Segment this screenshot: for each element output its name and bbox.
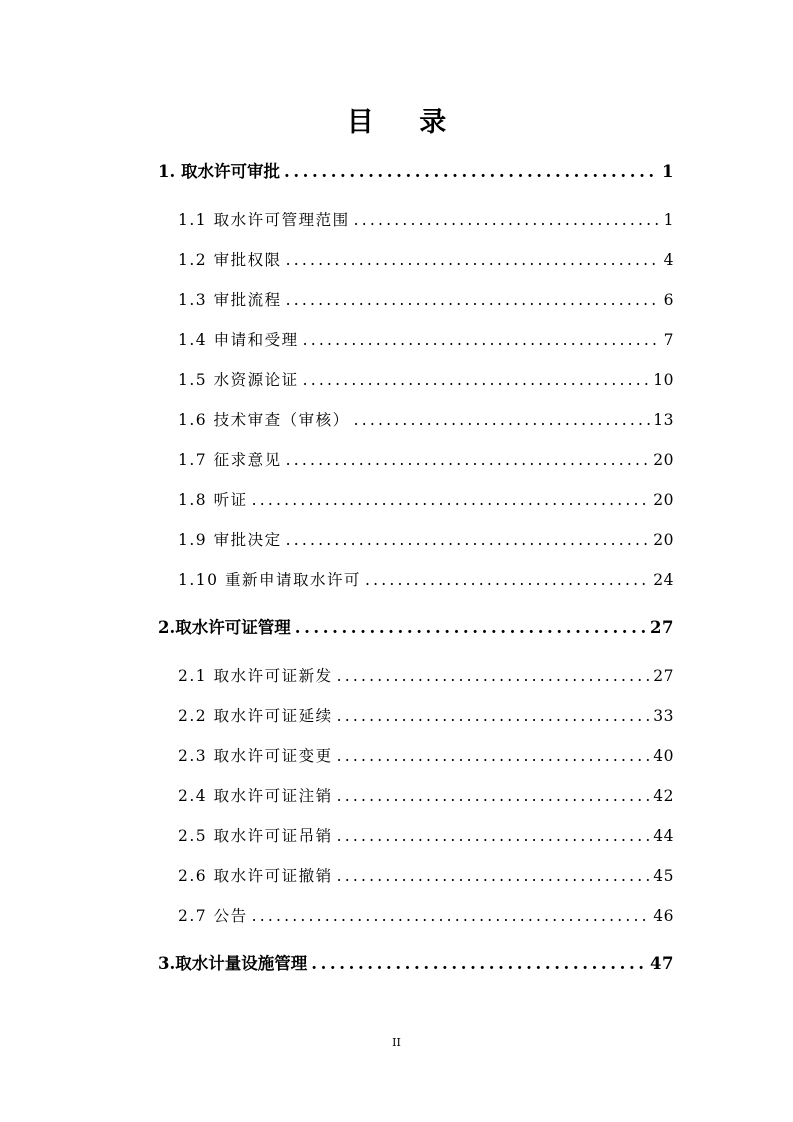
toc-dot-leader <box>252 904 651 928</box>
toc-entry-page: 47 <box>650 954 674 973</box>
toc-entry[interactable] <box>178 448 674 472</box>
toc-entry-page: 20 <box>653 491 674 509</box>
toc-entry-page: 20 <box>653 451 674 469</box>
toc-entry[interactable] <box>178 568 674 592</box>
toc-entry-page: 10 <box>653 371 674 389</box>
toc-entry-page: 1 <box>662 162 674 181</box>
toc-entry-label: 2.7 公告 <box>178 907 248 925</box>
toc-dot-leader <box>286 248 661 272</box>
toc-entry-label: 1.6 技术审查（审核） <box>178 411 350 429</box>
toc-entry-label: 2.2 取水许可证延续 <box>178 707 333 725</box>
toc-entry-page: 13 <box>653 411 674 429</box>
toc-dot-leader <box>354 408 651 432</box>
toc-entry[interactable] <box>178 528 674 552</box>
toc-entry-page: 24 <box>653 571 674 589</box>
toc-entry-label: 1.8 听证 <box>178 491 248 509</box>
toc-dot-leader <box>337 824 651 848</box>
toc-entry-page: 33 <box>653 707 674 725</box>
toc-dot-leader <box>286 448 651 472</box>
toc-dot-leader <box>286 528 651 552</box>
toc-entry[interactable] <box>178 328 674 352</box>
toc-entry-page: 42 <box>653 787 674 805</box>
toc-dot-leader <box>303 328 661 352</box>
toc-entry-label: 2.3 取水许可证变更 <box>178 747 333 765</box>
toc-entry[interactable] <box>158 952 674 976</box>
toc-entry[interactable] <box>178 824 674 848</box>
toc-entry-label: 2.1 取水许可证新发 <box>178 667 333 685</box>
toc-entry-label: 1.2 审批权限 <box>178 251 282 269</box>
toc-entry-page: 44 <box>653 827 674 845</box>
page-number: II <box>392 1036 401 1049</box>
page-title: 目 录 <box>346 107 465 138</box>
toc-entry[interactable] <box>178 864 674 888</box>
toc-entry[interactable] <box>178 784 674 808</box>
toc-entry-label: 1.5 水资源论证 <box>178 371 299 389</box>
toc-entry-label: 1.3 审批流程 <box>178 291 282 309</box>
toc-entry[interactable] <box>178 488 674 512</box>
toc-entry-label: 1.1 取水许可管理范围 <box>178 211 350 229</box>
toc-dot-leader <box>303 368 651 392</box>
toc-entry[interactable] <box>158 160 674 184</box>
toc-entry-page: 27 <box>650 618 674 637</box>
toc-dot-leader <box>286 288 661 312</box>
toc-dot-leader <box>252 488 651 512</box>
toc-entry-page: 6 <box>663 291 674 309</box>
toc-dot-leader <box>354 208 661 232</box>
toc-entry[interactable] <box>178 704 674 728</box>
toc-entry-label: 2.6 取水许可证撤销 <box>178 867 333 885</box>
toc-entry-label: 1.9 审批决定 <box>178 531 282 549</box>
toc-dot-leader <box>284 160 659 184</box>
toc-entry[interactable] <box>178 288 674 312</box>
toc-dot-leader <box>337 744 651 768</box>
toc-entry-page: 20 <box>653 531 674 549</box>
toc-entry-page: 45 <box>653 867 674 885</box>
toc-entry[interactable] <box>178 744 674 768</box>
toc-entry-page: 27 <box>653 667 674 685</box>
toc-entry[interactable] <box>178 248 674 272</box>
toc-entry-label: 1. 取水许可审批 <box>158 162 280 181</box>
toc-entry-label: 2.4 取水许可证注销 <box>178 787 333 805</box>
toc-dot-leader <box>311 952 647 976</box>
toc-dot-leader <box>337 704 651 728</box>
toc-entry[interactable] <box>178 408 674 432</box>
toc-entry[interactable] <box>178 664 674 688</box>
toc-entry[interactable] <box>178 368 674 392</box>
toc-entry-page: 7 <box>663 331 674 349</box>
toc-entry[interactable] <box>158 616 674 640</box>
toc-entry[interactable] <box>178 904 674 928</box>
toc-dot-leader <box>337 784 651 808</box>
toc-entry-page: 1 <box>663 211 674 229</box>
toc-entry-page: 46 <box>653 907 674 925</box>
toc-entry-page: 4 <box>663 251 674 269</box>
toc-dot-leader <box>365 568 650 592</box>
toc-entry-label: 1.10 重新申请取水许可 <box>178 571 361 589</box>
toc-entry-label: 1.7 征求意见 <box>178 451 282 469</box>
toc-entry-label: 3.取水计量设施管理 <box>158 954 308 973</box>
toc-dot-leader <box>337 664 651 688</box>
toc-dot-leader <box>295 616 647 640</box>
toc-entry-page: 40 <box>653 747 674 765</box>
toc-entry[interactable] <box>178 208 674 232</box>
toc-entry-label: 1.4 申请和受理 <box>178 331 299 349</box>
toc-entry-label: 2.5 取水许可证吊销 <box>178 827 333 845</box>
toc-dot-leader <box>337 864 651 888</box>
toc-entry-label: 2.取水许可证管理 <box>158 618 291 637</box>
